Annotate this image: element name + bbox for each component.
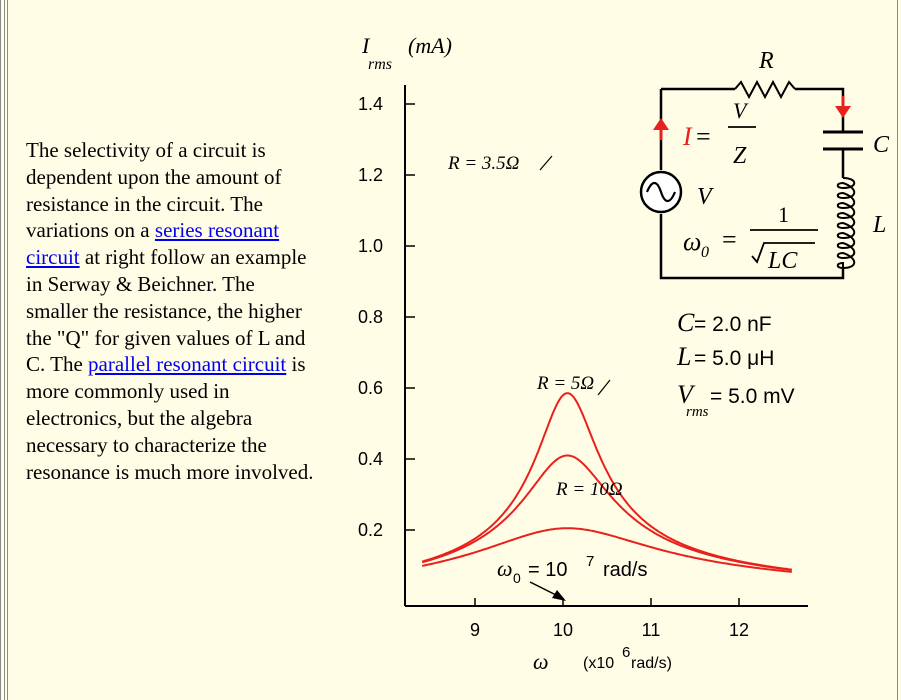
capacitor-label: C <box>873 132 890 158</box>
current-formula-equals: = <box>696 122 711 151</box>
omega-formula-denominator: LC <box>768 248 798 274</box>
resistor-label: R <box>759 48 774 74</box>
inductor-label: L <box>873 212 887 238</box>
omega-formula-equals: = <box>722 225 737 254</box>
omega-formula-sub: 0 <box>701 244 709 261</box>
param-v-symbol: V <box>677 380 693 409</box>
resonance-unit: rad/s <box>603 559 648 581</box>
current-formula-lhs: I <box>683 122 692 151</box>
source-label: V <box>697 184 712 210</box>
curve-label-5-ohm: R = 5Ω <box>537 373 595 394</box>
curve-label-3-5-ohm: R = 3.5Ω <box>448 153 520 174</box>
param-c-symbol: C <box>677 308 695 337</box>
omega-formula-numerator: 1 <box>778 202 789 227</box>
y-tick-label: 1.4 <box>358 94 384 114</box>
current-formula-numerator: V <box>733 98 747 123</box>
y-axis-label-unit: (mA) <box>408 33 452 58</box>
description-part-1: The selectivity of a circuit is dependent upon the amount of resistance in the circuit. The variations on a <box>26 138 282 243</box>
y-tick-label: 1.2 <box>358 165 384 185</box>
x-axis-label-exp: 6 <box>622 644 631 661</box>
y-axis-label-sub: rms <box>368 56 393 73</box>
x-tick-label: 12 <box>728 620 750 640</box>
series-resonant-link[interactable]: series resonant circuit <box>26 218 280 270</box>
y-tick-label: 0.4 <box>358 449 384 469</box>
param-v-sub: rms <box>686 404 709 420</box>
resistor-symbol <box>735 82 795 97</box>
description-part-3: is more commonly used in electronics, but the algebra necessary to characterize the resonance is much more involved. <box>26 352 314 484</box>
current-arrow-right-head <box>835 106 851 118</box>
y-tick-label: 0.6 <box>358 378 384 398</box>
x-tick-label: 10 <box>552 620 574 640</box>
y-tick-label: 1.0 <box>358 236 384 256</box>
x-axis-label-symbol: ω <box>533 649 549 674</box>
curve-label-10-ohm: R = 10Ω <box>556 479 623 500</box>
resonance-arrow-head <box>552 590 566 601</box>
description-part-2: at right follow an example in Serway & Beichner. The smaller the resistance, the higher the "Q" for given values of L and C. The <box>26 245 307 377</box>
current-formula-denominator: Z <box>733 143 747 169</box>
parallel-resonant-link[interactable]: parallel resonant circuit <box>88 352 287 377</box>
x-tick-label: 9 <box>469 620 481 640</box>
omega-formula-lhs: ω <box>683 227 702 256</box>
resonance-omega-symbol: ω <box>497 556 513 581</box>
x-axis-label-rest: rad/s) <box>631 655 672 672</box>
param-l-symbol: L <box>677 342 692 371</box>
y-tick-label: 0.2 <box>358 520 384 540</box>
curve-label-5-pointer <box>598 380 610 395</box>
x-tick-group <box>470 598 749 640</box>
param-l-value: = 5.0 μH <box>694 347 775 370</box>
x-tick-label: 11 <box>641 620 661 640</box>
parameter-list <box>676 308 795 420</box>
y-tick-label: 0.8 <box>358 307 384 327</box>
x-axis-label-unit: (x10 <box>583 655 615 672</box>
y-axis-label-main: I <box>362 33 370 58</box>
circuit-diagram <box>641 48 890 278</box>
inductor-symbol <box>838 178 855 268</box>
curve-label-3-5-pointer <box>540 156 552 170</box>
resonance-omega-sub: 0 <box>513 570 521 586</box>
param-c-value: = 2.0 nF <box>694 313 772 336</box>
resonance-exponent: 7 <box>586 553 595 570</box>
resonance-equals-value: = 10 <box>528 559 568 581</box>
param-v-value: = 5.0 mV <box>710 385 795 408</box>
y-tick-group <box>358 94 415 540</box>
current-arrow-left-head <box>653 118 669 130</box>
